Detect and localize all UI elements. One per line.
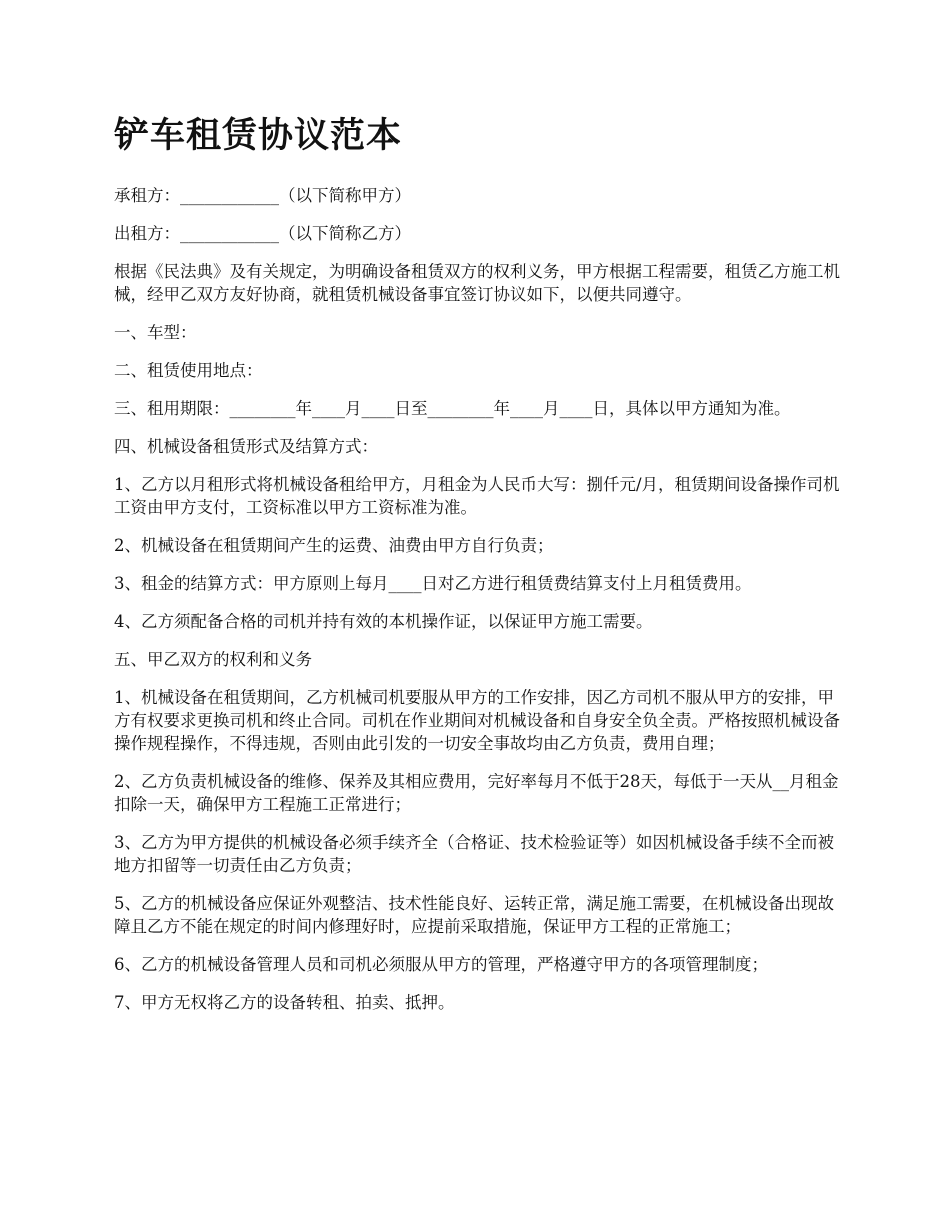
lessee-line: 承租方：____________（以下简称甲方）: [114, 186, 411, 205]
clause-5-5: 5、乙方的机械设备应保证外观整洁、技术性能良好、运转正常，满足施工需要，在机械设备出现故障且乙方不能在规定的时间内修理好时，应提前采取措施，保证甲方工程的正常施工；: [114, 894, 834, 936]
section-usage-location: 二、租赁使用地点：: [114, 361, 263, 380]
lessor-line: 出租方：____________（以下简称乙方）: [114, 224, 411, 243]
clause-4-1: 1、乙方以月租形式将机械设备租给甲方，月租金为人民币大写：捌仟元/月，租赁期间设备操作司机工资由甲方支付，工资标准以甲方工资标准为准。: [114, 475, 840, 517]
clause-4-3: 3、租金的结算方式：甲方原则上每月____日对乙方进行租赁费结算支付上月租赁费用。: [114, 574, 752, 593]
document-body: [114, 110, 844, 1029]
clause-5-1: 1、机械设备在租赁期间，乙方机械司机要服从甲方的工作安排，因乙方司机不服从甲方的安排，甲方有权要求更换司机和终止合同。司机在作业期间对机械设备和自身安全负全责。严格按照机械设备操作规程操作，不得违规，否则由此引发的一切安全事故均由乙方负责，费用自理；: [114, 688, 840, 753]
clause-5-3: 3、乙方为甲方提供的机械设备必须手续齐全（合格证、技术检验证等）如因机械设备手续不全而被地方扣留等一切责任由乙方负责；: [114, 833, 834, 875]
clause-4-2: 2、机械设备在租赁期间产生的运费、油费由甲方自行负责；: [114, 536, 554, 555]
section-vehicle-model: 一、车型：: [114, 323, 197, 342]
clause-5-7: 7、甲方无权将乙方的设备转租、拍卖、抵押。: [114, 993, 455, 1012]
section-rental-period: 三、租用期限：________年____月____日至________年____月____日，具体以甲方通知为准。: [114, 399, 791, 418]
clause-5-6: 6、乙方的机械设备管理人员和司机必须服从甲方的管理，严格遵守甲方的各项管理制度；: [114, 955, 768, 974]
clause-5-2: 2、乙方负责机械设备的维修、保养及其相应费用，完好率每月不低于28天，每低于一天从__月租金扣除一天，确保甲方工程施工正常进行；: [114, 772, 839, 814]
clause-4-4: 4、乙方须配备合格的司机并持有效的本机操作证，以保证甲方施工需要。: [114, 612, 653, 631]
document-title: 铲车租赁协议范本: [114, 115, 403, 156]
preamble-paragraph: 根据《民法典》及有关规定，为明确设备租赁双方的权利义务，甲方根据工程需要，租赁乙方施工机械，经甲乙双方友好协商，就租赁机械设备事宜签订协议如下，以便共同遵守。: [114, 262, 840, 304]
section-rights-obligations-heading: 五、甲乙双方的权利和义务: [114, 650, 312, 669]
section-lease-form-heading: 四、机械设备租赁形式及结算方式：: [114, 437, 378, 456]
